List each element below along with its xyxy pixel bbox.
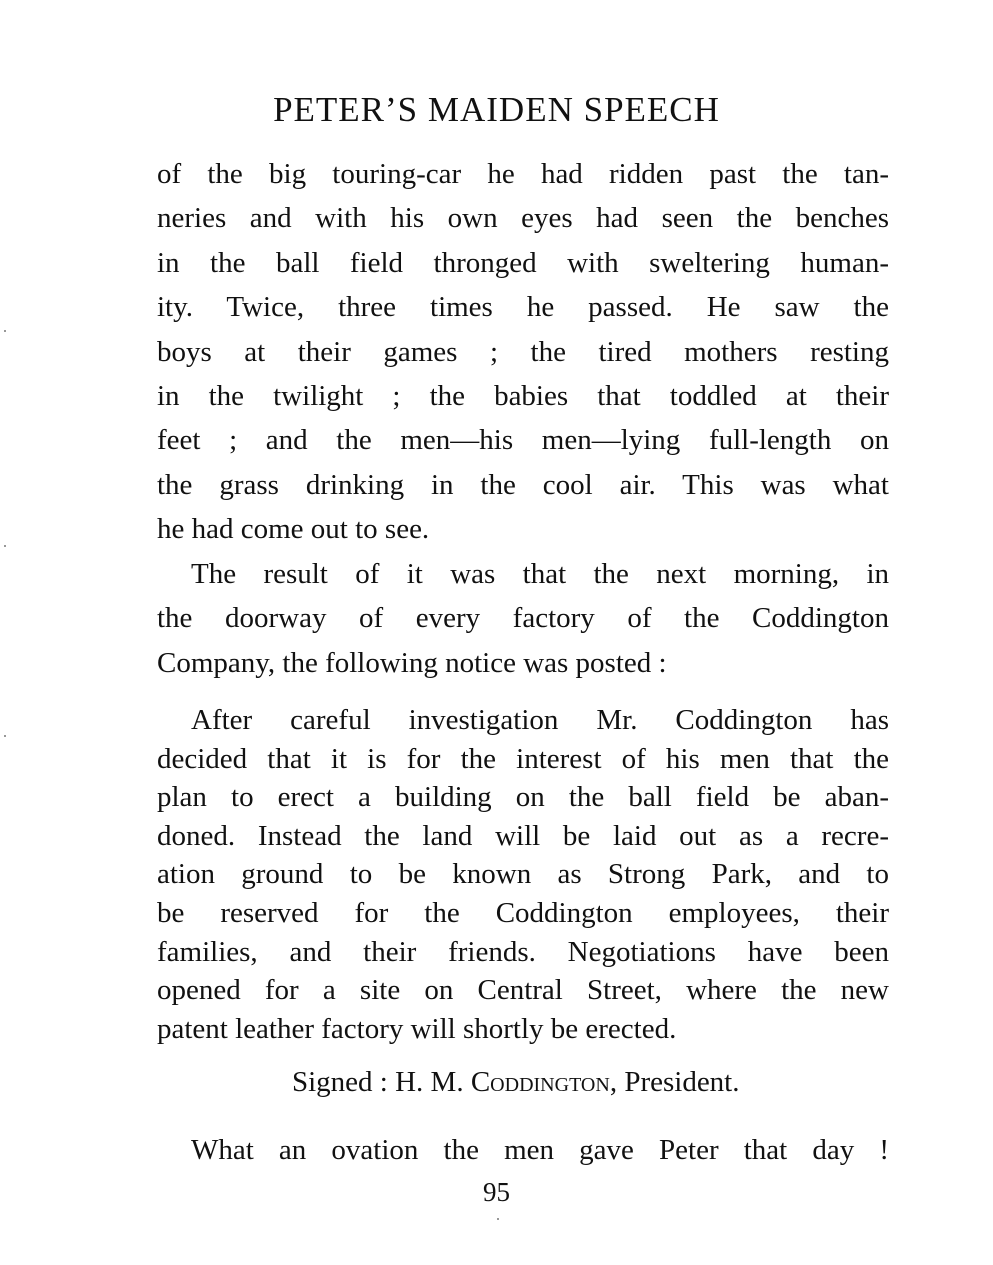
signature-prefix: Signed : H. M. bbox=[292, 1066, 464, 1098]
text-line: in the ball field thronged with sweltering human- bbox=[157, 246, 889, 279]
running-head: PETER’S MAIDEN SPEECH bbox=[273, 90, 720, 129]
signature-name: Coddington bbox=[470, 1066, 610, 1098]
text-line: doned. Instead the land will be laid out as a recre- bbox=[157, 819, 889, 852]
text-line: neries and with his own eyes had seen the benches bbox=[157, 202, 889, 235]
signature-title: , President. bbox=[609, 1066, 740, 1098]
posted-notice bbox=[157, 701, 889, 1048]
page-number: 95 bbox=[483, 1177, 510, 1207]
text-line: families, and their friends. Negotiations have been bbox=[157, 935, 889, 968]
text-line: plan to erect a building on the ball field be aban- bbox=[157, 781, 889, 814]
scan-speck bbox=[497, 1218, 499, 1220]
text-line: After careful investigation Mr. Coddington has bbox=[191, 704, 889, 736]
text-line: the grass drinking in the cool air. This was what bbox=[157, 468, 889, 501]
text-line: The result of it was that the next morning, in bbox=[191, 558, 889, 590]
text-line: ity. Twice, three times he passed. He saw the bbox=[157, 291, 889, 324]
scan-speck bbox=[4, 735, 6, 737]
text-line: Company, the following notice was posted : bbox=[157, 646, 667, 679]
paragraph-2 bbox=[157, 552, 889, 685]
text-line: feet ; and the men—his men—lying full-length on bbox=[157, 424, 889, 457]
scan-speck bbox=[4, 545, 6, 547]
text-line: patent leather factory will shortly be erected. bbox=[157, 1012, 677, 1045]
notice-signature bbox=[292, 1062, 740, 1102]
closing-line: What an ovation the men gave Peter that day ! bbox=[191, 1134, 889, 1166]
text-line: he had come out to see. bbox=[157, 513, 430, 546]
text-line: in the twilight ; the babies that toddled at their bbox=[157, 380, 889, 413]
text-line: the doorway of every factory of the Coddington bbox=[157, 602, 889, 635]
text-line: of the big touring-car he had ridden past the tan- bbox=[157, 158, 889, 190]
text-line: opened for a site on Central Street, where the new bbox=[157, 974, 889, 1007]
text-line: boys at their games ; the tired mothers resting bbox=[157, 335, 889, 368]
text-line: be reserved for the Coddington employees, their bbox=[157, 896, 889, 929]
text-line: ation ground to be known as Strong Park, and to bbox=[157, 858, 889, 891]
scan-speck bbox=[4, 330, 6, 332]
text-line: decided that it is for the interest of his men that the bbox=[157, 742, 889, 775]
paragraph-1 bbox=[157, 152, 889, 552]
